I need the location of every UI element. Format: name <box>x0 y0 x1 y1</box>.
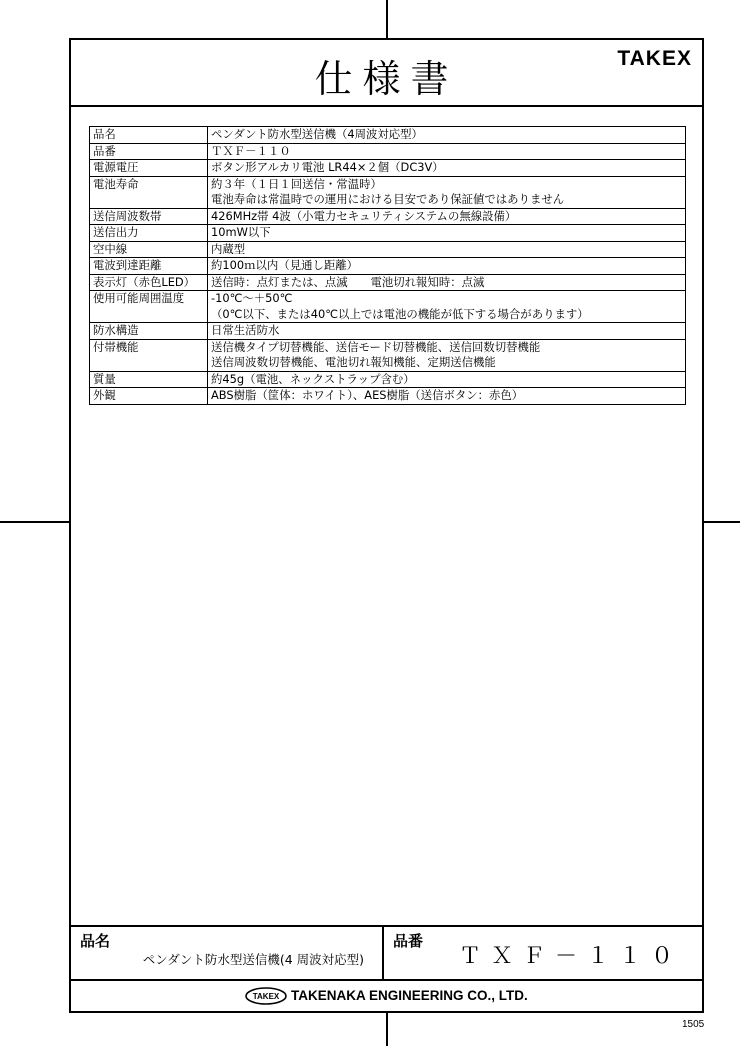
document-title: 仕様書 <box>314 57 459 101</box>
spec-label: 表示灯（赤色LED） <box>90 274 208 291</box>
spec-value <box>208 371 686 388</box>
company-strip <box>71 979 702 1011</box>
spec-sheet-frame <box>69 38 704 1013</box>
brand-logo: TAKEX <box>617 47 692 70</box>
spec-value-line: -10℃～＋50℃ <box>211 291 293 305</box>
spec-value <box>208 241 686 258</box>
spec-row <box>90 323 686 340</box>
spec-value <box>208 291 686 323</box>
spec-row <box>90 339 686 371</box>
footer-name-label: 品名 <box>80 932 111 950</box>
spec-row <box>90 291 686 323</box>
spec-label: 防水構造 <box>90 323 208 340</box>
spec-label: 電池寿命 <box>90 176 208 208</box>
spec-label: 使用可能周囲温度 <box>90 291 208 323</box>
footer-code-value: ＴＸＦ－１１０ <box>459 944 684 969</box>
spec-value-line: 送信時：点灯または、点滅 電池切れ報知時：点滅 <box>211 274 485 289</box>
spec-row <box>90 274 686 291</box>
spec-value-line: 約45g（電池、ネックストラップ含む） <box>211 371 415 386</box>
crop-mark-left <box>0 521 69 523</box>
document-code: 1505 <box>682 1019 705 1030</box>
spec-row <box>90 143 686 160</box>
spec-value <box>208 127 686 144</box>
spec-row <box>90 388 686 405</box>
spec-value <box>208 160 686 177</box>
spec-label: 送信周波数帯 <box>90 208 208 225</box>
spec-value <box>208 339 686 371</box>
svg-text:TAKEX: TAKEX <box>252 992 280 1001</box>
spec-value-line: ペンダント防水型送信機（4周波対応型） <box>211 127 423 141</box>
spec-row <box>90 208 686 225</box>
spec-value <box>208 258 686 275</box>
spec-row <box>90 176 686 208</box>
crop-mark-bottom <box>386 1013 388 1046</box>
crop-mark-top <box>386 0 388 38</box>
footer-name-value: ペンダント防水型送信機(4 周波対応型) <box>142 952 364 967</box>
spec-label: 品名 <box>90 127 208 144</box>
spec-label: 電波到達距離 <box>90 258 208 275</box>
spec-value-line: 電池寿命は常温時での運用における目安であり保証値ではありません <box>211 192 565 206</box>
company-name: TAKENAKA ENGINEERING CO., LTD. <box>291 988 528 1003</box>
company-logo-icon <box>245 987 287 1005</box>
spec-value <box>208 388 686 405</box>
spec-value <box>208 143 686 160</box>
crop-mark-right <box>704 521 740 523</box>
spec-value-line: ボタン形アルカリ電池 LR44×２個（DC3V） <box>211 160 444 174</box>
spec-value-line: 10mW以下 <box>211 225 271 239</box>
spec-row <box>90 225 686 242</box>
footer-code-label: 品番 <box>393 932 424 950</box>
spec-label: 電源電圧 <box>90 160 208 177</box>
spec-value-line: （0℃以下、または40℃以上では電池の機能が低下する場合があります） <box>211 306 589 321</box>
spec-table <box>89 126 686 405</box>
spec-label: 送信出力 <box>90 225 208 242</box>
spec-value <box>208 176 686 208</box>
spec-value-line: ＴＸＦ－１１０ <box>211 143 291 158</box>
spec-value-line: 約100ｍ以内（見通し距離） <box>211 258 359 272</box>
spec-value <box>208 323 686 340</box>
spec-table-body <box>90 127 686 405</box>
spec-value <box>208 208 686 225</box>
spec-value <box>208 225 686 242</box>
spec-row <box>90 258 686 275</box>
spec-value <box>208 274 686 291</box>
footer-product-code-cell <box>384 925 702 979</box>
spec-label: 外観 <box>90 388 208 405</box>
spec-value-line: 426MHz帯 4波（小電力セキュリティシステムの無線設備） <box>211 208 517 223</box>
sheet-header <box>71 40 702 107</box>
spec-label: 品番 <box>90 143 208 160</box>
spec-row <box>90 160 686 177</box>
spec-value-line: 内蔵型 <box>211 241 246 256</box>
spec-row <box>90 127 686 144</box>
spec-label: 付帯機能 <box>90 339 208 371</box>
spec-value-line: 送信機タイプ切替機能、送信モード切替機能、送信回数切替機能 <box>211 339 541 354</box>
spec-value-line: 日常生活防水 <box>211 323 280 337</box>
spec-label: 空中線 <box>90 241 208 258</box>
spec-value-line: ABS樹脂（筐体：ホワイト）、AES樹脂（送信ボタン：赤色） <box>211 388 524 402</box>
spec-label: 質量 <box>90 371 208 388</box>
spec-value-line: 約３年（１日１回送信・常温時） <box>211 176 382 191</box>
spec-row <box>90 241 686 258</box>
spec-row <box>90 371 686 388</box>
footer-product-name-cell <box>71 925 384 979</box>
spec-value-line: 送信周波数切替機能、電池切れ報知機能、定期送信機能 <box>211 355 496 369</box>
